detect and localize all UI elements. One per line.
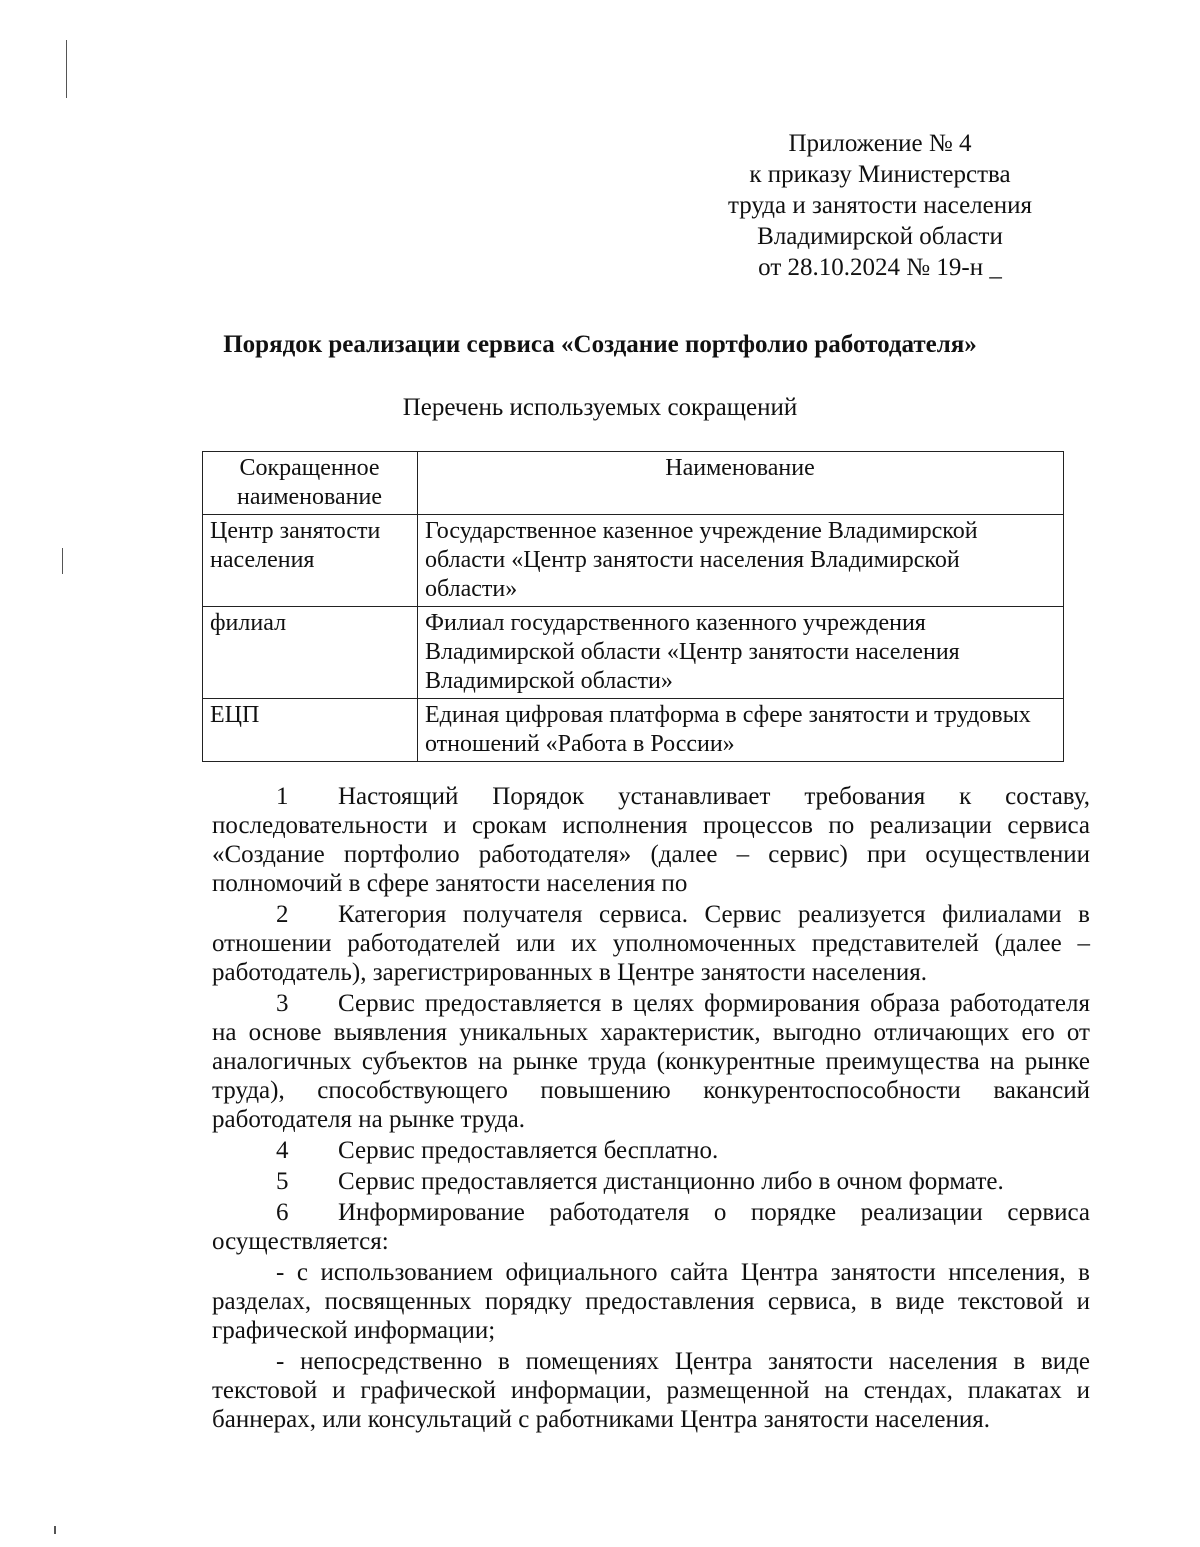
numbered-paragraph bbox=[212, 1198, 1090, 1256]
numbered-paragraph bbox=[212, 782, 1090, 898]
abbreviation-cell: ЕЦП bbox=[203, 699, 418, 762]
full-name-cell: Государственное казенное учреждение Владимирской области «Центр занятости населения Владимирской области» bbox=[418, 515, 1064, 607]
appendix-header bbox=[700, 128, 1060, 283]
appendix-number: Приложение № 4 bbox=[788, 130, 972, 157]
table-header-row bbox=[203, 452, 1064, 515]
scan-edge-mark bbox=[66, 40, 67, 98]
order-reference: к приказу Министерства bbox=[749, 161, 1011, 188]
full-name-cell: Единая цифровая платформа в сфере занятости и трудовых отношений «Работа в России» bbox=[418, 699, 1064, 762]
paragraph-text: Настоящий Порядок устанавливает требования к составу, последовательности и срокам исполнения процессов по реализации сервиса «Создание портфолио работодателя» (далее – сервис) при осуществлении полномочий в сфере занятости населения по bbox=[212, 783, 1090, 897]
table-row bbox=[203, 607, 1064, 699]
paragraph-number: 4 bbox=[276, 1137, 289, 1164]
paragraph-text: Категория получателя сервиса. Сервис реализуется филиалами в отношении работодателей или их уполномоченных представителей (далее – работодатель), зарегистрированных в Центре занятости населения. bbox=[212, 901, 1090, 986]
abbreviation-cell: Центр занятости населения bbox=[203, 515, 418, 607]
paragraph-text: Сервис предоставляется в целях формирования образа работодателя на основе выявления уникальных характеристик, выгодно отличающих его от аналогичных субъектов на рынке труда (конкурентные преимущества на рынке труда), способствующего повышению конкурентоспособности вакансий работодателя на рынке труда. bbox=[212, 990, 1090, 1133]
numbered-paragraph bbox=[212, 989, 1090, 1134]
ministry-name: труда и занятости населения bbox=[727, 192, 1033, 219]
abbreviations-heading: Перечень используемых сокращений bbox=[402, 394, 798, 421]
abbreviation-cell: филиал bbox=[203, 607, 418, 699]
paragraph-number: 6 bbox=[276, 1199, 289, 1226]
column-header-short: Сокращенное наименование bbox=[203, 452, 418, 515]
numbered-paragraph bbox=[212, 1167, 1090, 1196]
column-header-full: Наименование bbox=[418, 452, 1064, 515]
scan-edge-mark bbox=[62, 548, 63, 574]
bullet-paragraph: - непосредственно в помещениях Центра занятости населения в виде текстовой и графической информации, размещенной на стендах, плакатах и баннерах, или консультаций с работниками Центра занятости населения. bbox=[212, 1348, 1090, 1433]
bullet-paragraph: - с использованием официального сайта Центра занятости нпселения, в разделах, посвященных порядку предоставления сервиса, в виде текстовой и графической информации; bbox=[212, 1259, 1090, 1344]
order-date-number: от 28.10.2024 № 19-н _ bbox=[758, 254, 1002, 281]
paragraph-text: Сервис предоставляется дистанционно либо в очном формате. bbox=[338, 1168, 1004, 1195]
paragraph-text: Информирование работодателя о порядке реализации сервиса осуществляется: bbox=[212, 1199, 1090, 1255]
full-name-cell: Филиал государственного казенного учреждения Владимирской области «Центр занятости населения Владимирской области» bbox=[418, 607, 1064, 699]
table-row bbox=[203, 515, 1064, 607]
paragraph-text: Сервис предоставляется бесплатно. bbox=[338, 1137, 719, 1164]
region-name: Владимирской области bbox=[757, 223, 1003, 250]
numbered-paragraph bbox=[212, 900, 1090, 987]
paragraph-number: 1 bbox=[276, 783, 289, 810]
numbered-paragraph bbox=[212, 1136, 1090, 1165]
procedure-body bbox=[212, 782, 1090, 1434]
paragraph-number: 2 bbox=[276, 901, 289, 928]
paragraph-number: 5 bbox=[276, 1168, 289, 1195]
document-title: Порядок реализации сервиса «Создание портфолио работодателя» bbox=[223, 331, 977, 358]
abbreviations-table bbox=[202, 451, 1064, 762]
scan-edge-mark bbox=[54, 1526, 56, 1534]
paragraph-number: 3 bbox=[276, 990, 289, 1017]
table-row bbox=[203, 699, 1064, 762]
